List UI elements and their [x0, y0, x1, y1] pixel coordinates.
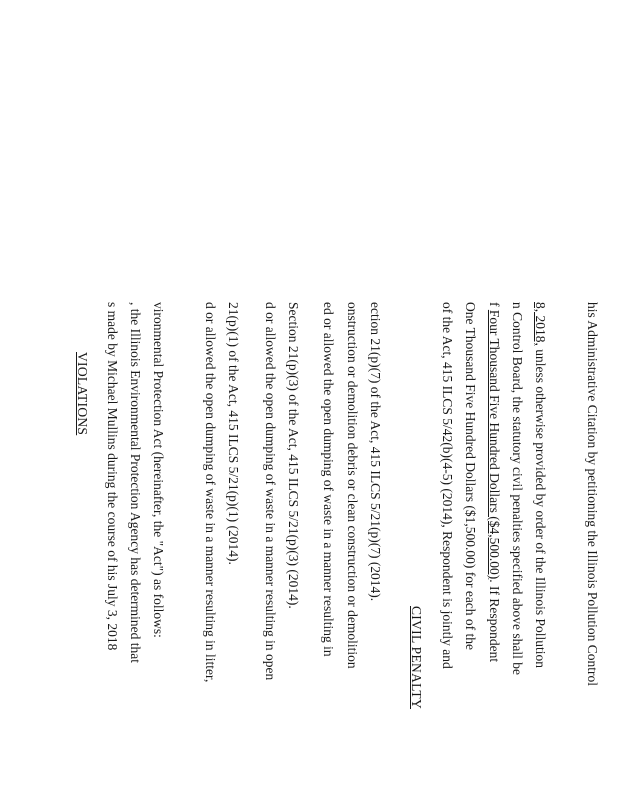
violation-item-line-5: ed or allowed the open dumping of waste in a manner resulting in: [321, 302, 336, 657]
violations-intro-line-1: s made by Michael Mullins during the course of his July 3, 2018: [105, 302, 120, 651]
violation-item-line-2: 21(p)(1) of the Act, 415 ILCS 5/21(p)(1) (2014).: [226, 302, 241, 565]
violations-heading: VIOLATIONS: [75, 352, 90, 436]
violations-intro-line-3: vironmental Protection Act (hereinafter, the "Act") as follows:: [151, 302, 166, 638]
violation-item-line-4: Section 21(p)(3) of the Act, 415 ILCS 5/21(p)(3) (2014).: [286, 302, 301, 609]
civil-penalty-p1-line-1: of the Act, 415 ILCS 5/42(b)(4-5) (2014), Respondent is jointly and: [440, 302, 455, 669]
violation-item-line-1: d or allowed the open dumping of waste in a manner resulting in litter,: [203, 302, 218, 683]
civil-penalty-p1-line-5: [532, 302, 548, 668]
violation-item-line-6: onstruction or demolition debris or clean construction or demolition: [345, 302, 360, 669]
total-penalty-amount: Four Thousand Five Hundred Dollars ($4,500.00): [487, 309, 502, 580]
civil-penalty-p1-line-4: n Control Board, the statutory civil penalties specified above shall be: [510, 302, 525, 676]
violation-item-line-3: d or allowed the open dumping of waste in a manner resulting in open: [263, 302, 278, 681]
civil-penalty-heading: CIVIL PENALTY: [409, 606, 424, 710]
civil-penalty-p1-line-3: [486, 302, 502, 662]
civil-penalty-p1-line-3-pre: f: [487, 302, 502, 310]
violation-item-line-7: ection 21(p)(7) of the Act, 415 ILCS 5/21(p)(7) (2014).: [368, 302, 383, 602]
due-date: 8, 2018,: [533, 302, 548, 346]
civil-penalty-p1-line-5-post: unless otherwise provided by order of the Illinois Pollution: [533, 345, 548, 668]
civil-penalty-p2-line-1: his Administrative Citation by petitioning the Illinois Pollution Control: [585, 302, 600, 686]
civil-penalty-p1-line-3-post: . If Respondent: [487, 579, 502, 663]
violations-intro-line-2: , the Illinois Environmental Protection Agency has determined that: [128, 302, 143, 664]
civil-penalty-p1-line-2: One Thousand Five Hundred Dollars ($1,500.00) for each of the: [463, 302, 478, 651]
